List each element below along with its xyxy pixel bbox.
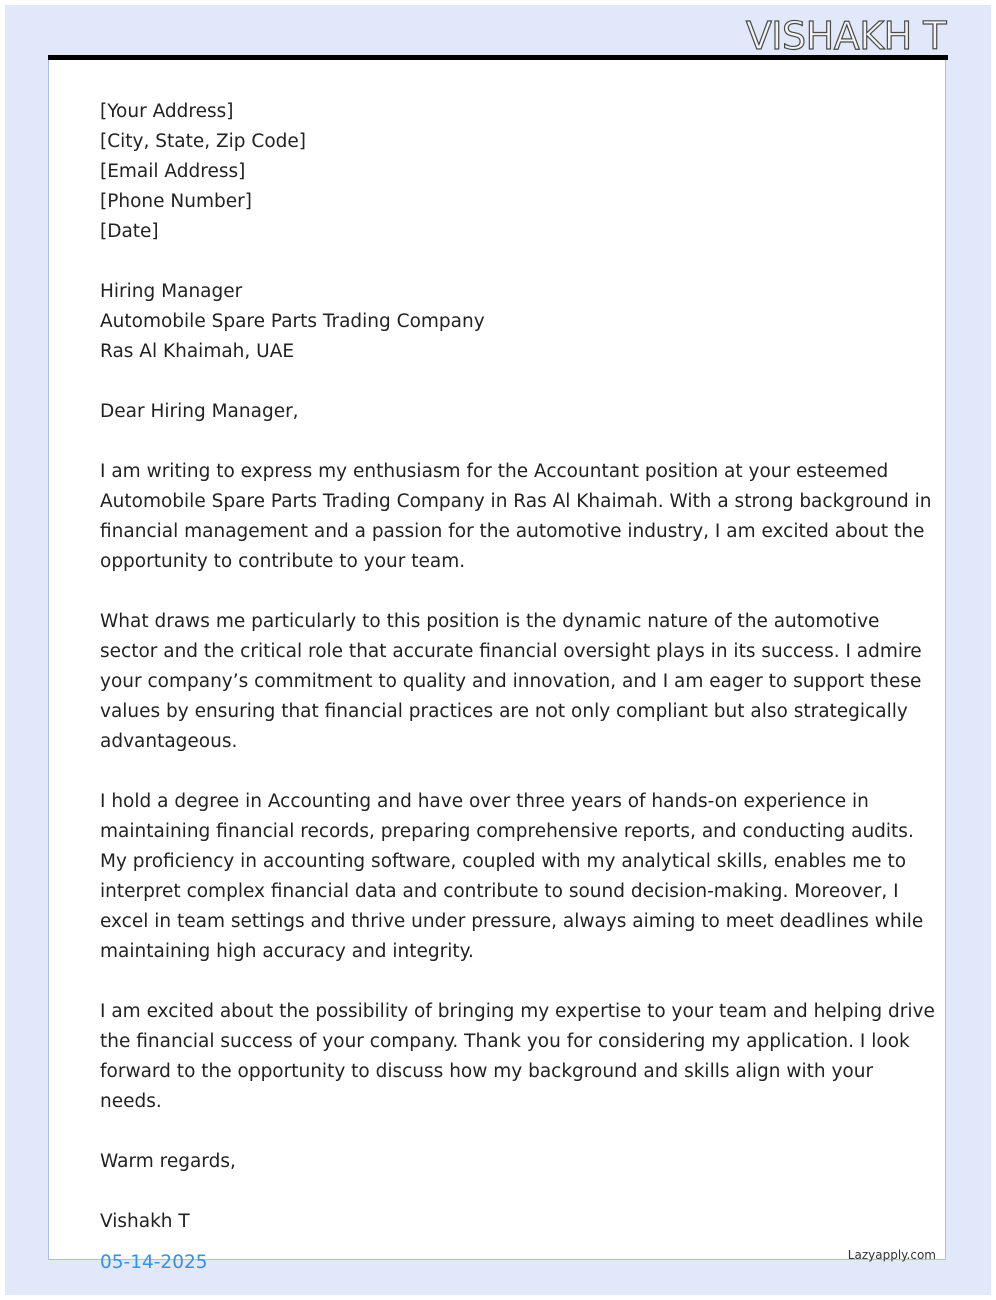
sender-city-state-zip: [City, State, Zip Code]	[100, 131, 306, 152]
recipient-block	[100, 277, 900, 367]
signature-block	[100, 1207, 900, 1237]
paragraph-closing	[100, 997, 935, 1117]
paragraph-line: opportunity to contribute to your team.	[100, 551, 466, 572]
paragraph-line: forward to the opportunity to discuss how my background and skills align with your	[100, 1061, 874, 1082]
signature-name: Vishakh T	[100, 1211, 190, 1232]
sender-address: [Your Address]	[100, 101, 234, 122]
closing-text: Warm regards,	[100, 1151, 236, 1172]
closing-phrase	[100, 1147, 900, 1177]
paragraph-intro	[100, 457, 932, 577]
paragraph-line: Automobile Spare Parts Trading Company in Ras Al Khaimah. With a strong background in	[100, 491, 932, 512]
paragraph-line: I hold a degree in Accounting and have over three years of hands-on experience in	[100, 791, 869, 812]
salutation-text: Dear Hiring Manager,	[100, 401, 299, 422]
paragraph-line: excel in team settings and thrive under pressure, always aiming to meet deadlines while	[100, 911, 924, 932]
salutation	[100, 397, 900, 427]
sender-date: [Date]	[100, 221, 159, 242]
paragraph-line: My proficiency in accounting software, coupled with my analytical skills, enables me to	[100, 851, 907, 872]
paragraph-line: financial management and a passion for the automotive industry, I am excited about the	[100, 521, 925, 542]
paragraph-line: I am writing to express my enthusiasm for the Accountant position at your esteemed	[100, 461, 889, 482]
footer-date: 05-14-2025	[100, 1252, 208, 1273]
recipient-location: Ras Al Khaimah, UAE	[100, 341, 295, 362]
recipient-title: Hiring Manager	[100, 281, 243, 302]
paragraph-qualifications	[100, 787, 924, 967]
paragraph-line: I am excited about the possibility of bringing my expertise to your team and helping drive	[100, 1001, 935, 1022]
sender-phone: [Phone Number]	[100, 191, 252, 212]
cover-letter-body	[100, 97, 935, 1267]
paragraph-line: needs.	[100, 1091, 162, 1112]
paragraph-line: What draws me particularly to this position is the dynamic nature of the automotive	[100, 611, 880, 632]
paragraph-line: maintaining financial records, preparing comprehensive reports, and conducting audits.	[100, 821, 914, 842]
recipient-company: Automobile Spare Parts Trading Company	[100, 311, 485, 332]
paragraph-line: sector and the critical role that accurate financial oversight plays in its success. I admire	[100, 641, 922, 662]
sender-email: [Email Address]	[100, 161, 246, 182]
paragraph-line: advantageous.	[100, 731, 238, 752]
paragraph-line: maintaining high accuracy and integrity.	[100, 941, 474, 962]
sender-block	[100, 97, 900, 247]
paragraph-line: your company’s commitment to quality and innovation, and I am eager to support these	[100, 671, 922, 692]
paragraph-line: interpret complex financial data and contribute to sound decision-making. Moreover, I	[100, 881, 899, 902]
applicant-name-header: VISHAKH T	[745, 14, 946, 58]
paragraph-line: values by ensuring that financial practices are not only compliant but also strategically	[100, 701, 908, 722]
paragraph-line: the financial success of your company. Thank you for considering my application. I look	[100, 1031, 910, 1052]
footer-brand: Lazyapply.com	[847, 1248, 936, 1262]
paragraph-motivation	[100, 607, 922, 757]
